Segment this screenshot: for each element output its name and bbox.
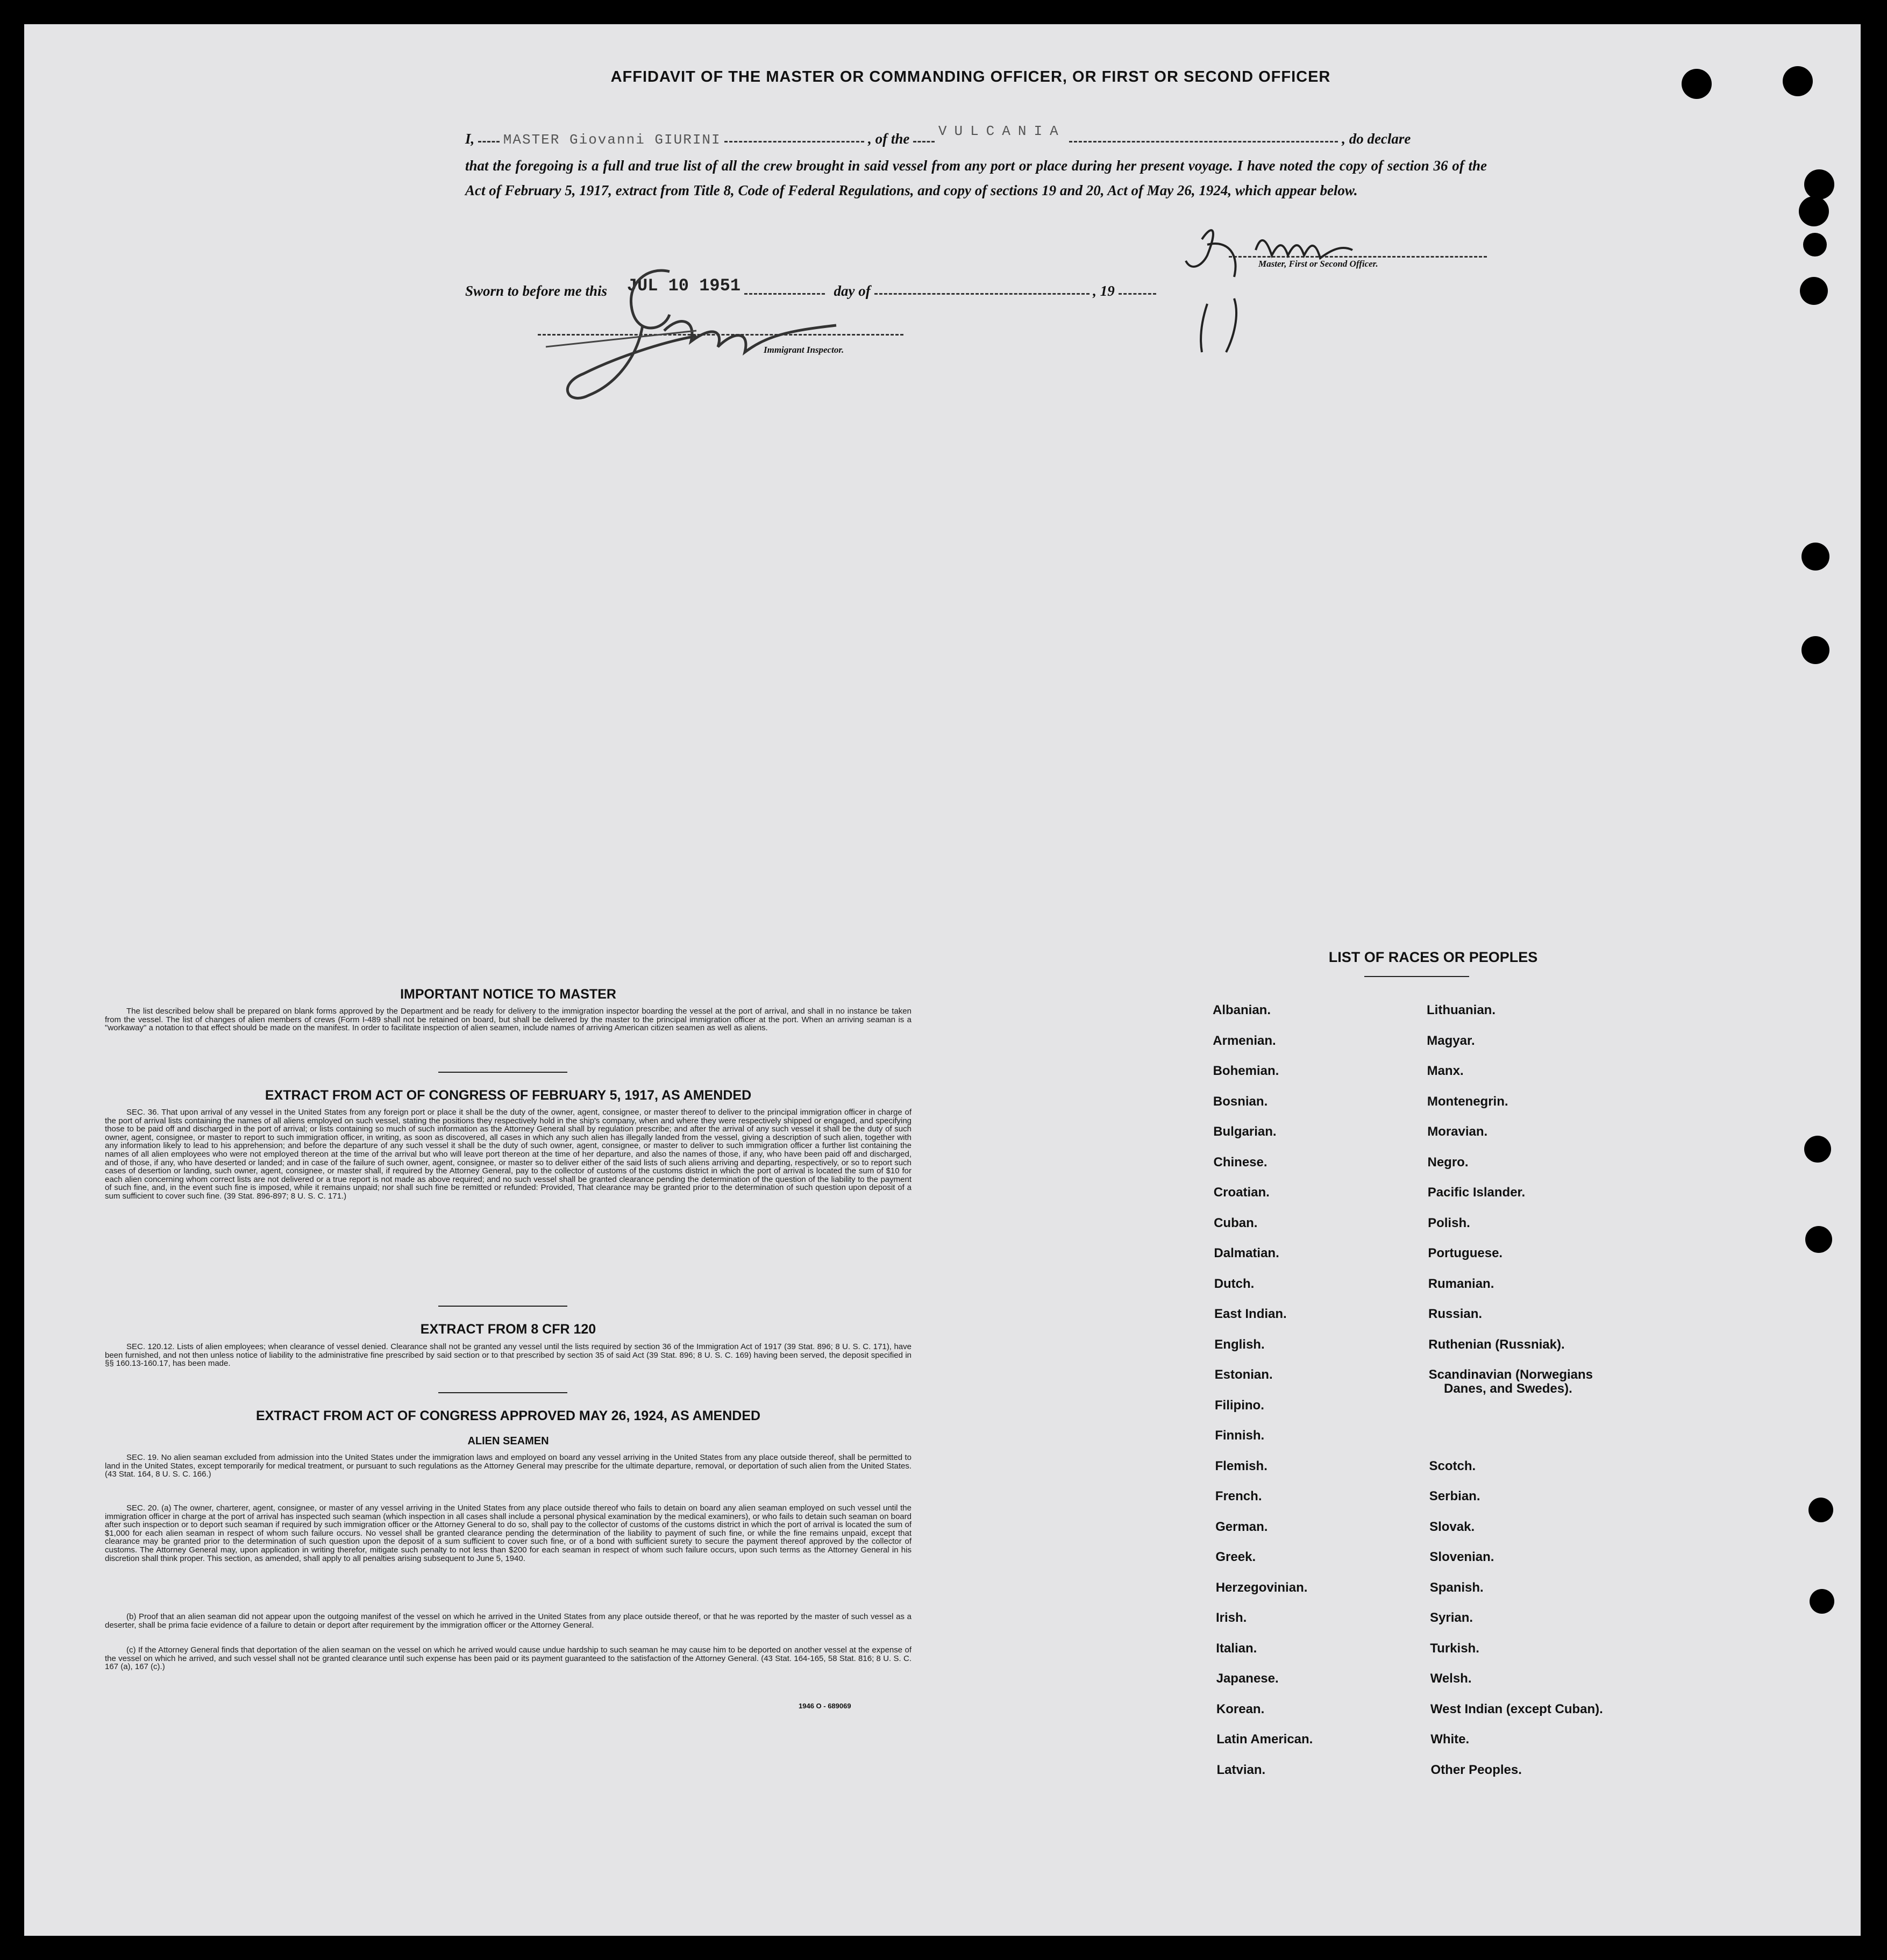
race-item: Manx. [1427,1064,1464,1078]
typed-vessel-name: VULCANIA [938,123,1066,139]
race-item: Armenian. [1213,1033,1276,1048]
punch-hole [1804,1136,1831,1163]
race-item: Danes, and Swedes). [1444,1381,1572,1396]
section-divider [438,1072,567,1073]
punch-hole [1783,66,1813,96]
race-item: Irish. [1216,1610,1247,1625]
extract-cfr-title: EXTRACT FROM 8 CFR 120 [420,1322,596,1337]
extract-1924-sec20c: (c) If the Attorney General finds that deportation of the alien seaman on the vessel on which he arrived would cause undue hardship to such seaman he may cause him to be deported on another vessel at the expense of the vessel on which he arrived, and such vessel shall not be granted clearance until such expense has been paid or its payment guaranteed to the satisfaction of the Attorney General. (43 Stat. 164-165, 58 Stat. 816; 8 U. S. C. 167 (a), 167 (c).) [105,1645,912,1672]
affidavit-title: AFFIDAVIT OF THE MASTER OR COMMANDING OFFICER, OR FIRST OR SECOND OFFICER [610,68,1331,85]
race-item: French. [1215,1489,1262,1503]
race-item: Pacific Islander. [1427,1185,1526,1200]
punch-hole [1682,69,1712,99]
race-item: Slovak. [1429,1519,1475,1534]
races-title: LIST OF RACES OR PEOPLES [1328,949,1538,965]
punch-hole [1801,543,1829,571]
race-item: Flemish. [1215,1458,1268,1473]
race-item: Estonian. [1214,1367,1273,1382]
race-item: Welsh. [1430,1671,1472,1686]
declaration-mid: , of the [868,131,910,147]
alien-seamen-subtitle: ALIEN SEAMEN [467,1435,549,1447]
day-of-label: day of [834,283,871,299]
race-item: Bohemian. [1213,1064,1279,1078]
race-item: Latin American. [1216,1732,1313,1747]
race-item: Bulgarian. [1213,1124,1277,1139]
race-item: Slovenian. [1429,1550,1494,1564]
race-item: Dalmatian. [1214,1246,1279,1260]
date-stamp: JUL 10 1951 [626,276,741,296]
officer-caption: Master, First or Second Officer. [1258,259,1378,269]
race-item: Japanese. [1216,1671,1279,1686]
year-prefix: , 19 [1093,283,1115,299]
race-item: Russian. [1428,1307,1483,1321]
race-item: Korean. [1216,1701,1265,1716]
race-item: English. [1214,1337,1265,1352]
race-item: Finnish. [1215,1428,1265,1443]
race-item: Portuguese. [1428,1246,1503,1260]
race-item: Ruthenian (Russniak). [1428,1337,1565,1352]
section-divider [438,1392,567,1393]
extract-1917-text: SEC. 36. That upon arrival of any vessel in the United States from any foreign port or place it shall be the duty of the owner, agent, consignee, or master thereof to deliver to the principal immigration officer in charge of the port of arrival lists containing the names of all aliens employed on such vessel, stating the positions they respectively hold in the ship's company, when and where they were respectively shipped or engaged, and specifying those to be paid off and discharged in the port of arrival; or lists containing so much of such information as the Attorney General shall by regulation prescribe; and after the arrival of any such vessel it shall be the duty of such owner, agent, consignee, or master to report to such immigration officer, in writing, as soon as discovered, all cases in which any such alien has illegally landed from the vessel, giving a description of such alien, together with any information likely to lead to his apprehension; and before the departure of any such vessel it shall be the duty of such owner, agent, consignee, or master to deliver to such immigration officer a further list containing the names of all alien employees who were not employed thereon at the time of the arrival but who will leave port thereon at the time of her departure, and also the names of those, if any, who have been paid off and discharged, and of those, if any, who have deserted or landed; and in case of the failure of such owner, agent, consignee, or master so to deliver either of the said lists of such aliens arriving and departing, respectively, or so to report such cases of desertion or landing, such owner, agent, consignee, or master shall, if required by the Attorney General, pay to the collector of customs of the customs district in which the port of arrival is located the sum of $10 for each alien concerning whom correct lists are not delivered or a true report is not made as above required; and no such vessel shall be granted clearance pending the determination of the question of the liability to the payment of such fine, and, in the event such fine is imposed, while it remains unpaid; nor shall such fine be remitted or refunded: Provided, That clearance may be granted prior to the determination of such question upon deposit of a sum sufficient to cover such fine. (39 Stat. 896-897; 8 U. S. C. 171.) [105,1108,912,1201]
extract-1924-sec20b: (b) Proof that an alien seaman did not appear upon the outgoing manifest of the vessel on which he arrived in the United States from any place outside thereof, or that he was reported by the master of such vessel as a deserter, shall be prima facie evidence of a failure to detain or deport after requirement by the immigration officer or the Attorney General. [105,1612,912,1630]
race-item: German. [1215,1519,1268,1534]
print-code: 1946 O - 689069 [799,1702,851,1710]
race-item: Chinese. [1213,1154,1268,1170]
race-item: Turkish. [1430,1641,1479,1656]
race-item: Dutch. [1214,1276,1255,1291]
affidavit-declaration-line [465,123,1487,148]
race-item: Spanish. [1429,1580,1484,1595]
punch-hole [1808,1498,1833,1522]
race-item: Syrian. [1430,1610,1473,1625]
race-item: Bosnian. [1213,1094,1268,1109]
race-item: Polish. [1428,1215,1470,1230]
sworn-label: Sworn to before me this [465,283,608,299]
race-item: Latvian. [1216,1762,1266,1777]
affidavit-paragraph: that the foregoing is a full and true list of all the crew brought in said vessel from any port or place during her present voyage. I have noted the copy of section 36 of the Act of February 5, 1917, extract from Title 8, Code of Federal Regulations, and copy of sections 19 and 20, Act of May 26, 1924, which appear below. [465,158,1487,198]
declaration-suffix: , do declare [1342,131,1411,147]
notice-title: IMPORTANT NOTICE TO MASTER [400,987,616,1002]
race-item: Other Peoples. [1430,1762,1522,1777]
race-item: Croatian. [1213,1185,1270,1200]
race-item: Montenegrin. [1427,1094,1508,1109]
race-item: West Indian (except Cuban). [1430,1701,1603,1716]
extract-1917-title: EXTRACT FROM ACT OF CONGRESS OF FEBRUARY 5, 1917, AS AMENDED [265,1088,752,1103]
declaration-prefix: I, [465,131,475,147]
document-page [24,24,1861,1936]
race-item: Magyar. [1427,1033,1475,1048]
race-item: Albanian. [1213,1003,1271,1017]
race-item: Scandinavian (Norwegians [1428,1367,1593,1382]
race-item: Herzegovinian. [1215,1580,1308,1595]
race-item: Italian. [1216,1641,1257,1656]
inspector-caption: Immigrant Inspector. [764,345,844,355]
race-item: Filipino. [1214,1398,1264,1413]
section-divider [438,1306,567,1307]
race-item: Negro. [1427,1154,1469,1170]
extract-1924-sec19: SEC. 19. No alien seaman excluded from admission into the United States under the immigration laws and employed on board any vessel arriving in the United States from any place outside thereof, shall be permitted to land in the United States, except temporarily for medical treatment, or pursuant to such regulations as the Attorney General may prescribe for the ultimate departure, removal, or deportation of such alien from the United States. (43 Stat. 164, 8 U. S. C. 166.) [105,1453,912,1479]
punch-hole [1801,636,1829,664]
typed-master-name: MASTER Giovanni GIURINI [503,132,721,148]
punch-hole [1799,196,1829,226]
race-item: Moravian. [1427,1124,1488,1139]
race-item: Cuban. [1214,1215,1258,1230]
punch-hole [1803,233,1827,256]
officer-signature-line [1229,253,1487,258]
race-item: Serbian. [1429,1489,1480,1503]
extract-1924-sec20a: SEC. 20. (a) The owner, charterer, agent, consignee, or master of any vessel arriving in the United States from any place outside thereof who fails to detain on board any alien seaman employed on such vessel until the immigration officer in charge at the port of arrival has inspected such seaman (which inspection in all cases shall include a personal physical examination by the medical examiners), or who fails to detain such seaman on board after such inspection or to deport such seaman if required by such immigration officer or the Attorney General to do so, shall pay to the collector of customs of the customs district in which the port of arrival is located the sum of $1,000 for each alien seaman in respect of whom such failure occurs. No vessel shall be granted clearance pending the determination of the liability to payment of such fine, or while the fine remains unpaid, except that clearance may be granted prior to the determination of such question upon the deposit of a sum sufficient to cover such fine, or of a bond with sufficient surety to secure the payment thereof approved by the collector of customs. The Attorney General may, upon application in writing therefor, mitigate such penalty to not less than $200 for each seaman in respect of whom such failure occurs, upon such terms as the Attorney General in his discretion shall think proper. This section, as amended, shall apply to all penalties arising subsequent to June 5, 1940. [105,1503,912,1563]
punch-hole [1805,1226,1832,1253]
extract-cfr-text: SEC. 120.12. Lists of alien employees; when clearance of vessel denied. Clearance shall not be granted any vessel until the lists required by section 36 of the Immigration Act of 1917 (39 Stat. 896; 8 U. S. C. 171), have been furnished, and not then unless notice of liability to the administrative fine prescribed by said section or to that prescribed by section 35 of said Act (39 Stat. 896; 8 U. S. C. 169) having been served, the deposit specified in §§ 160.13-160.17, has been made. [105,1342,912,1369]
races-title-rule [1364,976,1469,977]
race-item: Greek. [1215,1550,1256,1564]
race-item: Lithuanian. [1427,1003,1496,1017]
race-item: Rumanian. [1428,1276,1494,1291]
race-item: East Indian. [1214,1307,1287,1321]
punch-hole [1804,169,1834,199]
race-item: White. [1430,1732,1470,1747]
sworn-line [465,276,1487,301]
punch-hole [1800,277,1828,305]
race-item: Scotch. [1429,1458,1476,1473]
inspector-signature-line [538,331,903,336]
extract-1924-title: EXTRACT FROM ACT OF CONGRESS APPROVED MAY 26, 1924, AS AMENDED [255,1408,761,1423]
notice-text: The list described below shall be prepared on blank forms approved by the Department and be ready for delivery to the immigration inspector boarding the vessel at the port of arrival, and shall in no instance be taken from the vessel. The list of changes of alien members of crews (Form I-489 shall not be retained on board, but shall be delivered by the master to the principal immigration officer at the port. When an arriving seaman is a "workaway" a notation to that effect should be made on the manifest. In order to facilitate inspection of alien seamen, include names of arriving American citizen seamen as well as aliens. [105,1007,912,1033]
punch-hole [1810,1589,1834,1614]
